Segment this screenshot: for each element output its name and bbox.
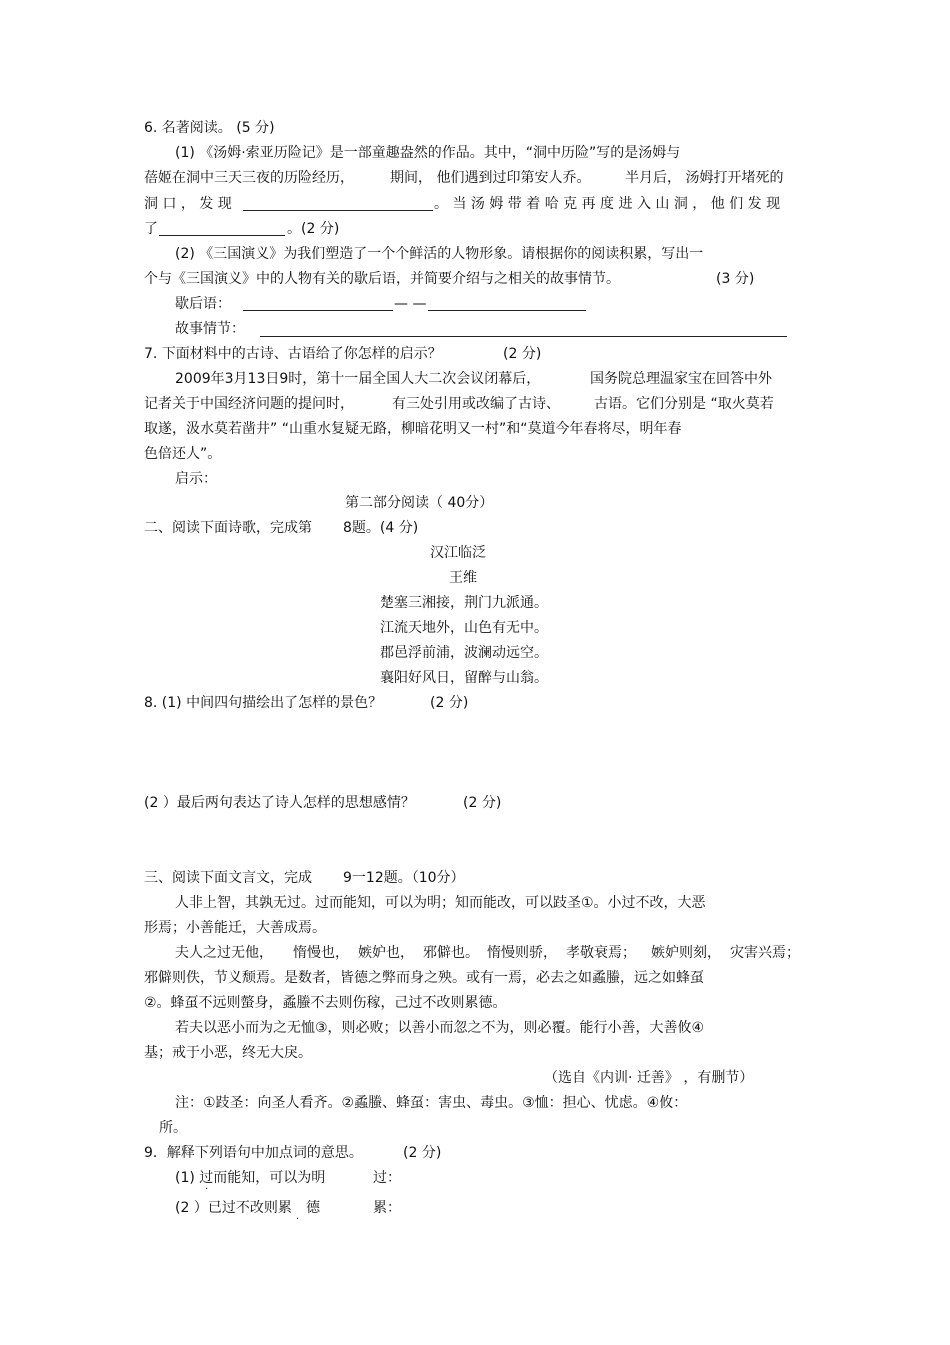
poem-author: 王维 [449, 570, 477, 586]
q6-part2-line2: 个与《三国演义》中的人物有关的歇后语，并简要介绍与之相关的故事情节。 [144, 271, 620, 287]
poem-line: 襄阳好风日，留醉与山翁。 [380, 670, 548, 686]
q7-line3: 取遂，汲水莫若凿井” “山重水复疑无路，柳暗花明又一村”和“莫道今年春将尽，明年春 [144, 421, 682, 437]
q6-heading: 6. 名著阅读。 (5 分) [144, 120, 275, 136]
q6-part1-line2a: 蓓姬在洞中三天三夜的历险经历， [144, 170, 354, 186]
emphasis-dot: · [296, 1214, 300, 1225]
q6-part1-line3b: 。 当 汤 姆 带 着 哈 克 再 度 进 入 山 洞 ， 他 们 发 现 [434, 196, 781, 212]
sec3-para1-line1: 人非上智，其孰无过。过而能知，可以为明；知而能改，可以跂圣①。小过不改，大恶 [175, 895, 706, 911]
q6-answer-blank-1[interactable] [243, 196, 433, 211]
q8-part2-score: (2 分) [463, 795, 502, 811]
q9-item2a: (2 ）已过不改则累 [175, 1200, 292, 1216]
sec3-para2-line2: 邪僻则佚，节义颓焉。是数者，皆德之弊而身之殃。或有一焉，必去之如蟊螣，远之如蜂虿 [144, 970, 704, 986]
q6-part1-line4a: 了 [144, 221, 158, 237]
xiehouyu-blank-2[interactable] [428, 296, 586, 311]
xiehouyu-blank-1[interactable] [243, 296, 393, 311]
story-blank[interactable] [260, 322, 787, 337]
q7-score: (2 分) [503, 346, 542, 362]
q7-line1a: 2009年3月13日9时，第十一届全国人大二次会议闭幕后， [175, 371, 541, 387]
poem-line: 郡邑浮前浦，波澜动远空。 [380, 645, 548, 661]
q6-part2-line1: (2) 《三国演义》为我们塑造了一个个鲜活的人物形象。请根据你的阅读积累，写出一 [175, 246, 704, 262]
sec3-heading-b: 9一12题。（10分） [343, 870, 465, 886]
q7-heading: 7. 下面材料中的古诗、古语给了你怎样的启示？ [144, 346, 442, 362]
sec3-para2-line1g: 嫉妒则刻， [651, 945, 721, 961]
q7-line2c: 古语。它们分别是 “取火莫若 [594, 396, 774, 412]
poem-line: 江流天地外，山色有无中。 [380, 620, 548, 636]
sec3-para1-line2: 形焉；小善能迁，大善成焉。 [144, 920, 326, 936]
story-label: 故事情节： [175, 321, 245, 337]
q8-part2: (2 ）最后两句表达了诗人怎样的思想感情？ [144, 795, 415, 811]
sec3-para2-line1f: 孝敬衰焉； [566, 945, 636, 961]
notes-line2: 所。 [159, 1120, 187, 1136]
emphasis-dot: · [205, 1184, 209, 1195]
part2-title: 第二部分阅读（ 40分） [345, 495, 494, 511]
q9-item1-label: 过： [373, 1170, 401, 1186]
xiehouyu-dash: — — [394, 296, 427, 312]
sec2-heading-a: 二、阅读下面诗歌，完成第 [144, 520, 312, 536]
q9-score: (2 分) [403, 1145, 442, 1161]
poem-line: 楚塞三湘接，荆门九派通。 [380, 595, 548, 611]
q7-line2b: 有三处引用或改编了古诗、 [392, 396, 560, 412]
sec3-heading-a: 三、阅读下面文言文，完成 [144, 870, 312, 886]
q9-item2b: 德 [306, 1200, 320, 1216]
sec3-para2-line1h: 灾害兴焉； [730, 945, 800, 961]
sec3-para2-line1c: 嫉妒也， [358, 945, 414, 961]
sec3-para2-line1e: 惰慢则骄， [487, 945, 557, 961]
q8-part1: 8. (1) 中间四句描绘出了怎样的景色？ [144, 695, 383, 711]
sec3-para2-line1d: 邪僻也。 [423, 945, 479, 961]
q9-heading: 9．解释下列语句中加点词的意思。 [144, 1145, 363, 1161]
q6-part2-score: (3 分) [716, 271, 755, 287]
text-source: （选自《内训· 迁善》 ，有删节） [544, 1070, 754, 1086]
q7-line2a: 记者关于中国经济问题的提问时， [144, 396, 354, 412]
xiehouyu-label: 歇后语： [175, 296, 231, 312]
q6-part1-line2b: 期间， 他们遇到过印第安人乔。 [390, 170, 591, 186]
q8-part1-score: (2 分) [430, 695, 469, 711]
poem-title: 汉江临泛 [430, 545, 486, 561]
sec3-para3-line2: 基；戒于小恶，终无大戾。 [144, 1045, 312, 1061]
q7-qishi-label: 启示： [175, 471, 217, 487]
sec3-para2-line1b: 惰慢也， [293, 945, 349, 961]
q9-item2-label: 累： [373, 1200, 401, 1216]
q6-answer-blank-2[interactable] [159, 221, 285, 236]
notes-line1: 注：①跂圣：向圣人看齐。②蟊螣、蜂虿：害虫、毒虫。③恤：担心、忧虑。④攸： [175, 1095, 688, 1111]
q6-part1-line1: (1) 《汤姆·索亚历险记》是一部童趣盎然的作品。其中，“洞中历险”写的是汤姆与 [175, 145, 681, 161]
q9-item1: (1) 过而能知，可以为明 [175, 1170, 326, 1186]
q6-part1-line2c: 半月后， 汤姆打开堵死的 [625, 170, 784, 186]
sec3-para2-line1a: 夫人之过无他， [175, 945, 273, 961]
q7-line1b: 国务院总理温家宝在回答中外 [590, 371, 772, 387]
q6-part1-line3a: 洞 口 ， 发 现 [144, 196, 232, 212]
q7-line4: 色倍还人”。 [144, 446, 222, 462]
q6-part1-line4b: 。(2 分) [287, 221, 340, 237]
sec2-heading-b: 8题。(4 分) [343, 520, 419, 536]
sec3-para3-line1: 若夫以恶小而为之无恤③，则必败；以善小而忽之不为，则必覆。能行小善，大善攸④ [175, 1020, 705, 1036]
sec3-para2-line3: ②。蜂虿不远则螫身，蟊螣不去则伤稼，己过不改则累德。 [144, 995, 507, 1011]
